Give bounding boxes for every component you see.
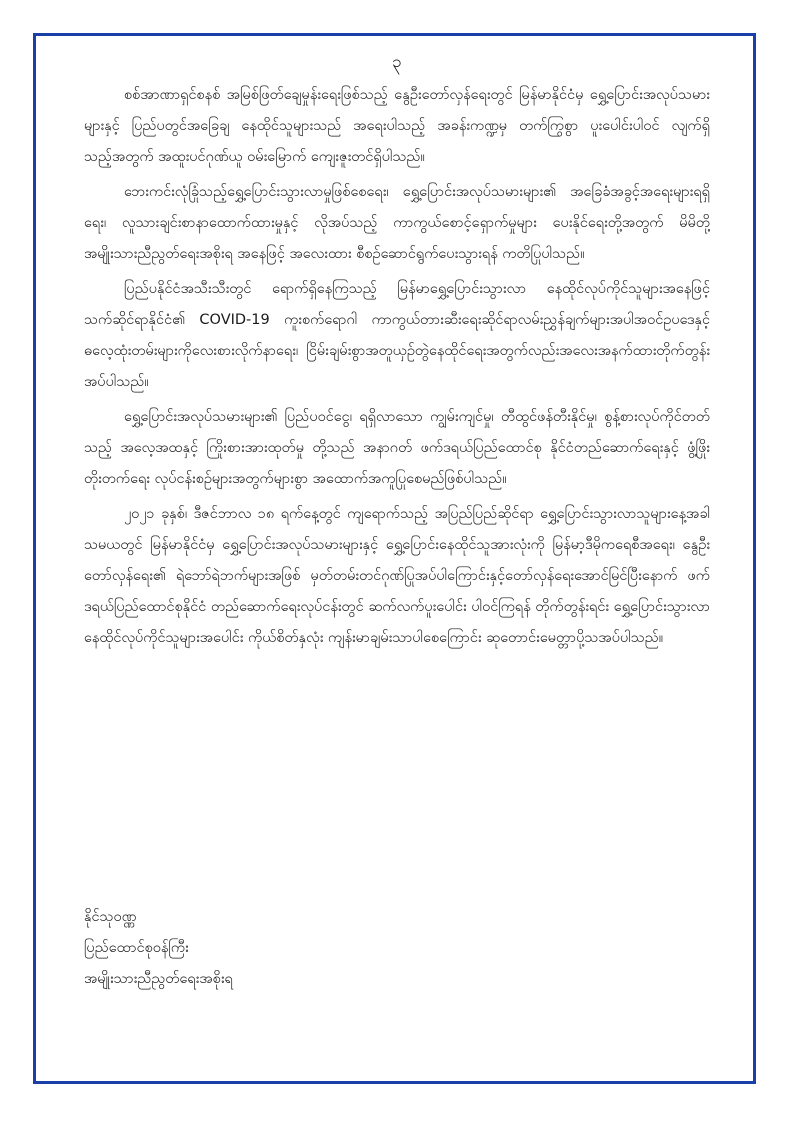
paragraph-4: ရွှေ့ပြောင်းအလုပ်သမားများ၏ ပြည်ပဝင်ငွေ၊ ရရှိလာသော ကျွမ်းကျင်မှု၊ တီထွင်ဖန်တီးနိုင်မှု၊ စွန့်စားလုပ်ကိုင်တတ်သည့် အလေ့အထနှင့် ကြိုးစားအားထုတ်မှု တို့သည် အနာဂတ် ဖက်ဒရယ်ပြည်ထောင်စု နိုင်ငံတည်ဆောက်ရေးနှင့် ဖွံ့ဖြိုးတိုးတက်ရေး လုပ်ငန်းစဉ်များအတွက်များစွာ အထောက်အကူပြုစေမည်ဖြစ်ပါသည်။ bbox=[84, 409, 710, 487]
signatory-organization: အမျိုးသားညီညွတ်ရေးအစိုးရ bbox=[84, 971, 233, 987]
paragraph-2: ဘေးကင်းလုံခြုံသည့်ရွှေ့ပြောင်းသွားလာမှုဖြစ်စေရေး၊ ရွှေ့ပြောင်းအလုပ်သမားများ၏ အခြေခံအခွင့်အရေးများရရှိရေး၊ လူသားချင်းစာနာထောက်ထားမှုနှင့် လိုအပ်သည့် ကာကွယ်စောင့်ရှောက်မှုများ ပေးနိုင်ရေးတို့အတွက် မိမိတို့ အမျိုးသားညီညွတ်ရေးအစိုးရ အနေဖြင့် အလေးထား စီစဉ်ဆောင်ရွက်ပေးသွားရန် ကတိပြုပါသည်။ bbox=[84, 184, 710, 262]
signature-block bbox=[84, 902, 233, 995]
signatory-name: နိုင်သုဝဏ္ဏ bbox=[84, 909, 137, 925]
signatory-title: ပြည်ထောင်စုဝန်ကြီး bbox=[84, 940, 189, 956]
page-number: ၃ bbox=[392, 52, 402, 72]
document-body bbox=[84, 50, 710, 658]
paragraph-5: ၂၀၂၁ ခုနှစ်၊ ဒီဇင်ဘာလ ၁၈ ရက်နေ့တွင် ကျရောက်သည့် အပြည်ပြည်ဆိုင်ရာ ရွှေ့ပြောင်းသွားလာသူများနေ့အခါသမယတွင် မြန်မာနိုင်ငံမှ ရွှေ့ပြောင်းအလုပ်သမားများနှင့် ရွှေ့ပြောင်းနေထိုင်သူအားလုံးကို မြန်မာ့ဒီမိုကရေစီအရေး၊ နွေဦးတော်လှန်ရေး၏ ရဲဘော်ရဲဘက်များအဖြစ် မှတ်တမ်းတင်ဂုဏ်ပြုအပ်ပါကြောင်းနှင့်တော်လှန်ရေးအောင်မြင်ပြီးနောက် ဖက်ဒရယ်ပြည်ထောင်စုနိုင်ငံ တည်ဆောက်ရေးလုပ်ငန်းတွင် ဆက်လက်ပူးပေါင်း ပါဝင်ကြရန် တိုက်တွန်းရင်း ရွှေ့ပြောင်းသွားလာနေထိုင်လုပ်ကိုင်သူများအပေါင်း ကိုယ်စိတ်နှလုံး ကျန်းမာချမ်းသာပါစေကြောင်း ဆုတောင်းမေတ္တာပို့သအပ်ပါသည်။ bbox=[84, 506, 710, 646]
paragraph-1: စစ်အာဏာရှင်စနစ် အမြစ်ဖြတ်ချေမှုန်းရေးဖြစ်သည့် နွေဦးတော်လှန်ရေးတွင် မြန်မာနိုင်ငံမှ ရွှေ့ပြောင်းအလုပ်သမားများနှင့် ပြည်ပတွင်အခြေချ နေထိုင်သူများသည် အရေးပါသည့် အခန်းကဏ္ဍမှ တက်ကြွစွာ ပူးပေါင်းပါဝင် လျက်ရှိသည့်အတွက် အထူးပင်ဂုဏ်ယူ ဝမ်းမြောက် ကျေးဇူးတင်ရှိပါသည်။ bbox=[84, 87, 710, 165]
paragraph-3: ပြည်ပနိုင်ငံအသီးသီးတွင် ရောက်ရှိနေကြသည့် မြန်မာရွှေ့ပြောင်းသွားလာ နေထိုင်လုပ်ကိုင်သူများအနေဖြင့် သက်ဆိုင်ရာနိုင်ငံ၏ COVID-19 ကူးစက်ရောဂါ ကာကွယ်တားဆီးရေးဆိုင်ရာလမ်းညွှန်ချက်များအပါအဝင်ဥပဒေနှင့်ဓလေ့ထုံးတမ်းများကိုလေးစားလိုက်နာရေး၊ ငြိမ်းချမ်းစွာအတူယှဉ်တွဲနေထိုင်ရေးအတွက်လည်းအလေးအနက်ထားတိုက်တွန်းအပ်ပါသည်။ bbox=[84, 281, 710, 390]
